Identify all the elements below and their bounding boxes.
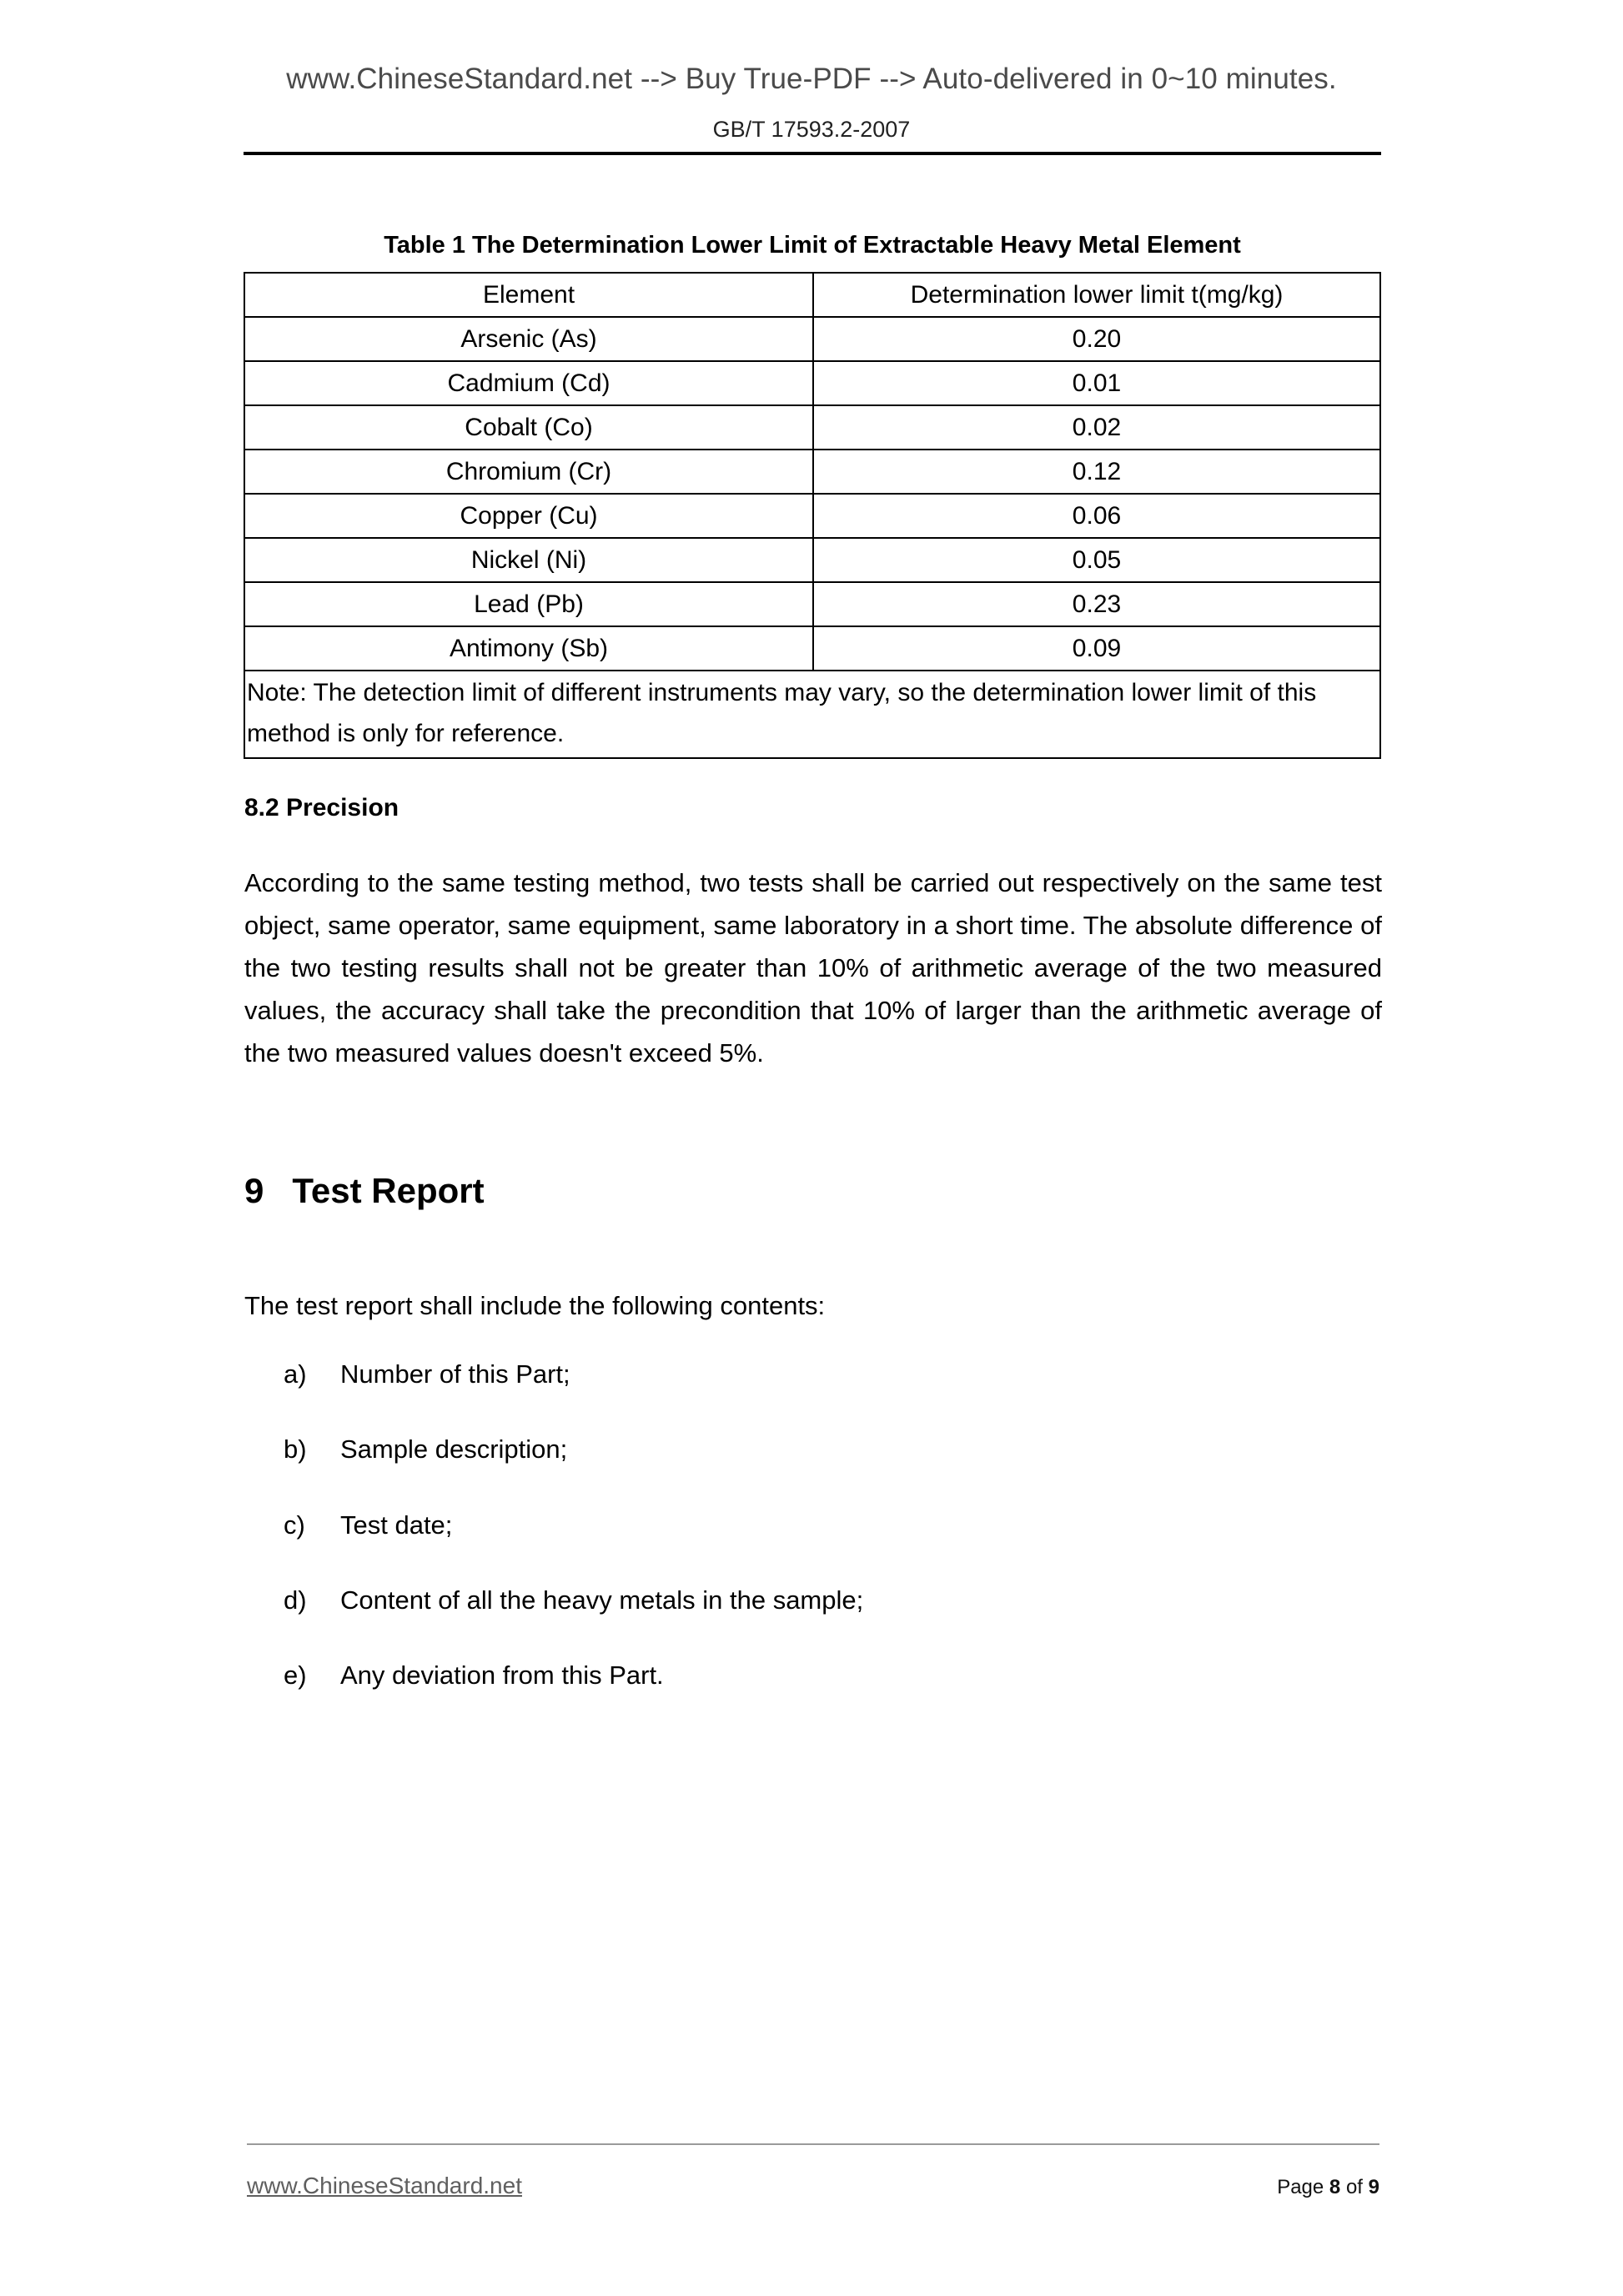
page-number-indicator (1277, 2176, 1379, 2199)
page-current-number: 8 (1329, 2176, 1341, 2198)
page-of-label: of (1345, 2176, 1363, 2198)
cell-element: Cobalt (Co) (244, 405, 813, 450)
table-row (244, 582, 1380, 626)
cell-element: Lead (Pb) (244, 582, 813, 626)
header-divider-rule (244, 152, 1381, 155)
table-row (244, 361, 1380, 405)
cell-limit: 0.09 (813, 626, 1380, 671)
list-marker: b) (284, 1434, 307, 1464)
promo-header-text: www.ChineseStandard.net --> Buy True-PDF --> Auto-delivered in 0~10 minutes. (286, 63, 1337, 95)
heading-9-test-report (244, 1171, 485, 1211)
cell-limit: 0.06 (813, 494, 1380, 538)
table-row (244, 317, 1380, 361)
list-item-text: Any deviation from this Part. (340, 1660, 664, 1690)
section-number: 9 (244, 1171, 264, 1210)
list-item (284, 1359, 570, 1389)
list-item-text: Test date; (340, 1510, 453, 1540)
table-row (244, 494, 1380, 538)
cell-limit: 0.20 (813, 317, 1380, 361)
heavy-metal-limits-table (244, 272, 1381, 759)
list-item-text: Number of this Part; (340, 1359, 570, 1389)
table-note-row (244, 671, 1380, 758)
precision-paragraph: According to the same testing method, two tests shall be carried out respectively on the same test object, same operator, same equipment, same laboratory in a short time. The absolute difference of the two testing results shall not be greater than 10% of arithmetic average of the two measured values, the accuracy shall take the precondition that 10% of larger than the arithmetic average of the two measured values doesn't exceed 5%. (244, 868, 1382, 1068)
cell-element: Chromium (Cr) (244, 450, 813, 494)
list-marker: c) (284, 1510, 305, 1540)
cell-element: Copper (Cu) (244, 494, 813, 538)
cell-element: Arsenic (As) (244, 317, 813, 361)
list-item-text: Content of all the heavy metals in the sample; (340, 1585, 864, 1615)
cell-element: Nickel (Ni) (244, 538, 813, 582)
list-item (284, 1585, 863, 1615)
footer-site-link[interactable]: www.ChineseStandard.net (247, 2173, 522, 2198)
page-prefix-label: Page (1277, 2176, 1324, 2198)
test-report-intro: The test report shall include the following contents: (244, 1291, 826, 1320)
cell-limit: 0.05 (813, 538, 1380, 582)
list-marker: a) (284, 1359, 307, 1389)
cell-limit: 0.12 (813, 450, 1380, 494)
heading-8-2-precision: 8.2 Precision (244, 794, 399, 821)
cell-element: Antimony (Sb) (244, 626, 813, 671)
table-row (244, 450, 1380, 494)
list-marker: d) (284, 1585, 307, 1615)
table-caption: Table 1 The Determination Lower Limit of Extractable Heavy Metal Element (384, 232, 1241, 259)
page-total-number: 9 (1368, 2176, 1379, 2198)
table-row (244, 626, 1380, 671)
cell-limit: 0.01 (813, 361, 1380, 405)
section-title: Test Report (292, 1171, 485, 1210)
list-item (284, 1434, 567, 1465)
column-header-element: Element (244, 273, 813, 317)
list-marker: e) (284, 1660, 307, 1690)
list-item (284, 1660, 664, 1691)
table-row (244, 538, 1380, 582)
table-note: Note: The detection limit of different instruments may vary, so the determination lower limit of this method is only for reference. (244, 671, 1380, 758)
column-header-limit: Determination lower limit t(mg/kg) (813, 273, 1380, 317)
list-item (284, 1510, 452, 1540)
list-item-text: Sample description; (340, 1434, 568, 1464)
table-row (244, 405, 1380, 450)
standard-number: GB/T 17593.2-2007 (712, 117, 911, 142)
cell-limit: 0.02 (813, 405, 1380, 450)
cell-element: Cadmium (Cd) (244, 361, 813, 405)
table-header-row (244, 273, 1380, 317)
table-body (244, 273, 1380, 758)
cell-limit: 0.23 (813, 582, 1380, 626)
footer-divider-rule (247, 2143, 1379, 2145)
